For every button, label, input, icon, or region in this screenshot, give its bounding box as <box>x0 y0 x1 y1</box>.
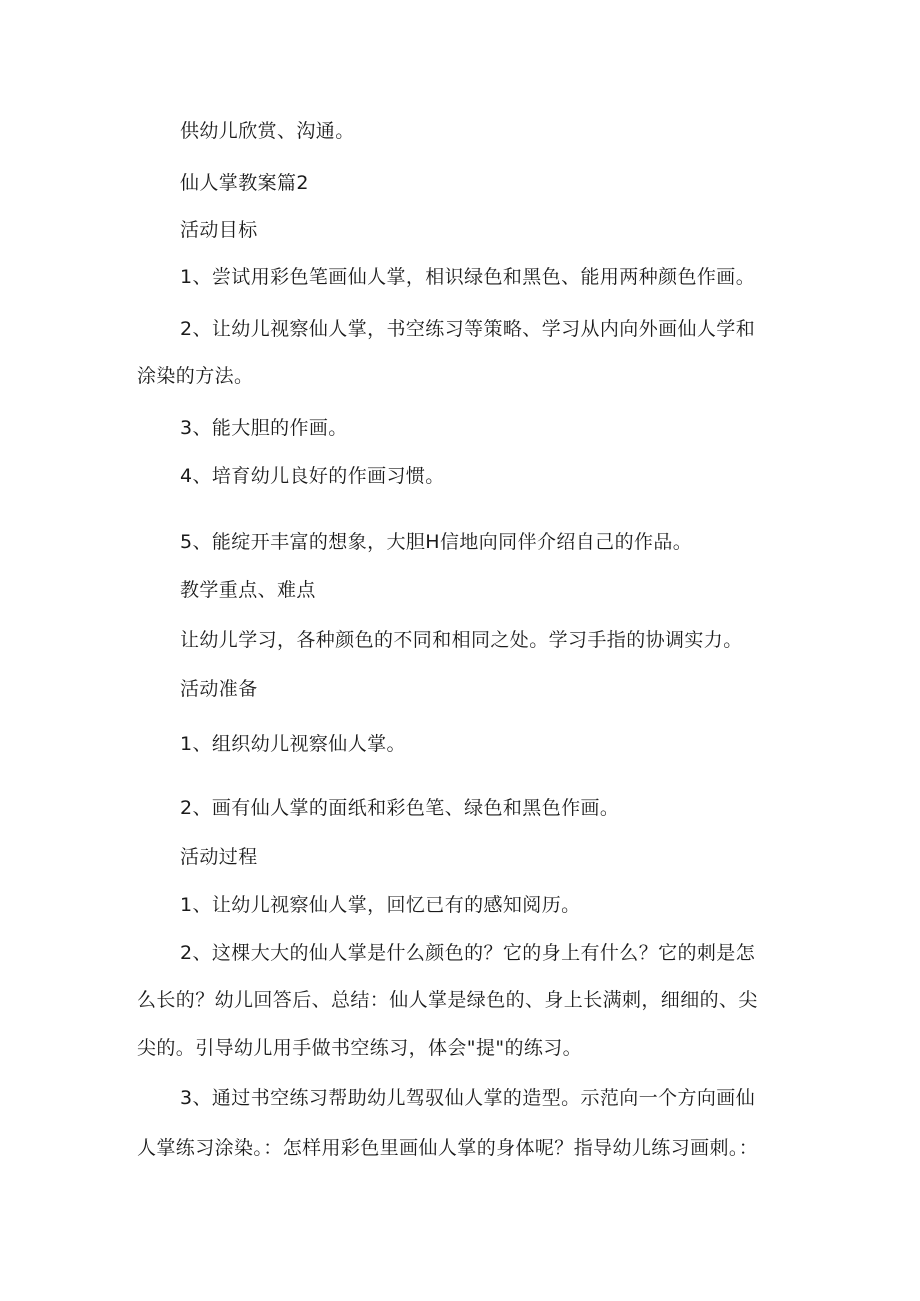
text-line: 让幼儿学习，各种颜色的不同和相同之处。学习手指的协调实力。 <box>180 629 743 651</box>
list-item: 1、尝试用彩色笔画仙人掌，相识绿色和黑色、能用两种颜色作画。 <box>180 266 756 288</box>
list-item: 4、培育幼儿良好的作画习惯。 <box>180 465 445 487</box>
list-item: 2、画有仙人掌的面纸和彩色笔、绿色和黑色作画。 <box>180 797 620 819</box>
text-line: 人掌练习涂染。：怎样用彩色里画仙人掌的身体呢？指导幼儿练习画刺。： <box>137 1137 759 1159</box>
list-item: 1、组织幼儿视察仙人掌。 <box>180 733 406 755</box>
text-line: 供幼儿欣赏、沟通。 <box>180 120 355 142</box>
section-heading: 活动目标 <box>180 219 258 241</box>
text-line: 涂染的方法。 <box>137 365 254 387</box>
section-heading: 活动准备 <box>180 678 258 700</box>
list-item: 2、这棵大大的仙人掌是什么颜色的？它的身上有什么？它的刺是怎 <box>180 942 756 964</box>
text-line: 么长的？幼儿回答后、总结：仙人掌是绿色的、身上长满刺，细细的、尖 <box>137 989 758 1011</box>
section-heading: 教学重点、难点 <box>180 579 316 601</box>
list-item: 5、能绽开丰富的想象，大胆H信地向同伴介绍自己的作品。 <box>180 531 693 553</box>
section-title: 仙人掌教案篇2 <box>180 172 309 194</box>
list-item: 2、让幼儿视察仙人掌，书空练习等策略、学习从内向外画仙人学和 <box>180 318 756 340</box>
list-item: 3、通过书空练习帮助幼儿驾驭仙人掌的造型。示范向一个方向画仙 <box>180 1087 756 1109</box>
section-heading: 活动过程 <box>180 846 258 868</box>
list-item: 3、能大胆的作画。 <box>180 417 348 439</box>
list-item: 1、让幼儿视察仙人掌，回忆已有的感知阅历。 <box>180 894 581 916</box>
text-line: 尖的。引导幼儿用手做书空练习，体会"提"的练习。 <box>137 1037 583 1059</box>
